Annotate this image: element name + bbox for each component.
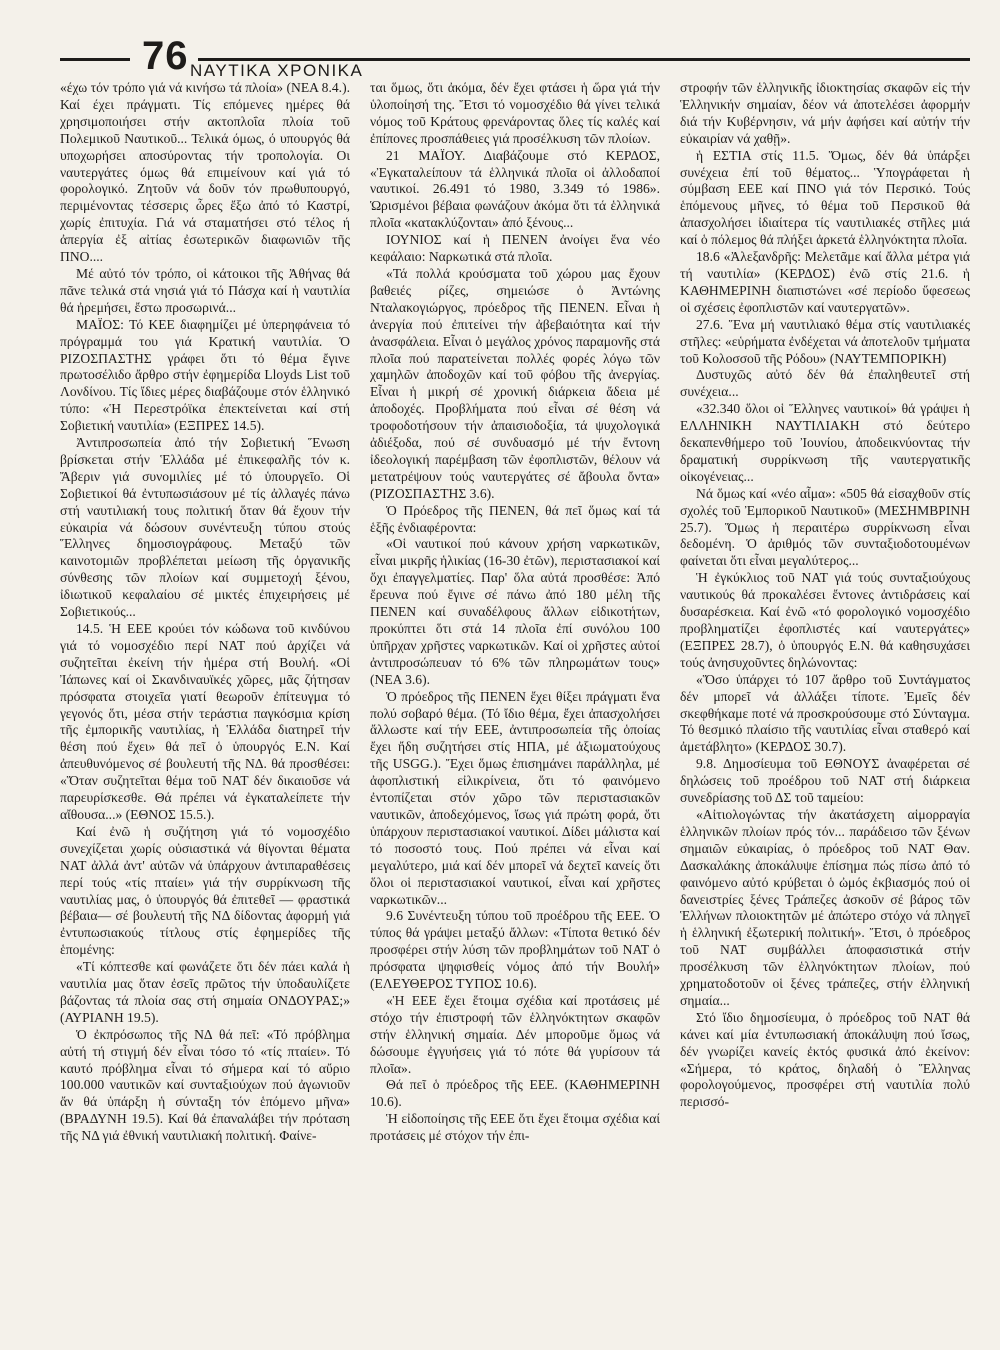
paragraph: 14.5. Ἡ ΕΕΕ κρούει τόν κώδωνα τοῦ κινδύνου γιά τό νομοσχέδιο περί ΝΑΤ πού ἀρχίζει νά συζητεῖται ἐκείνη τήν ἡμέρα στή Βουλή. «Οἱ Ἰάπωνες καί οἱ Σκανδιναυϊκές χῶρες, μᾶς ζήτησαν πρόσφατα στοιχεῖα γιατί θεωροῦν ἐπίτευγμα τό γεγονός ὅτι, μέσα στήν τεράστια παγκόσμια κρίση τῆς ἐμπορικῆς ναυτιλίας, ἡ Ἑλλάδα διατηρεῖ τήν θέση πού ἔχει» θά πεῖ ὁ ὑπουργός Ε.Ν. Καί ἀπευθυνόμενος σέ βουλευτή τῆς ΝΔ. θά προσθέσει: «Ὅταν συζητεῖται θέμα τοῦ ΝΑΤ δέν δικαιοῦσε νά παρευρίσκεσθε. Θά πρέπει νά ἐγκαταλείπετε τήν αἴθουσα...» (ΕΘΝΟΣ 15.5.). [60,621,350,822]
paragraph: Μέ αὐτό τόν τρόπο, οἱ κάτοικοι τῆς Ἀθήνας θά πᾶνε τελικά στά νησιά γιά τό Πάσχα καί ἡ ναυτιλία θά ἠρεμήσει, ἔστω προσωρινά... [60,265,350,315]
paragraph: Δυστυχῶς αὐτό δέν θά ἐπαληθευτεῖ στή συνέχεια... [680,367,970,400]
paragraph: «32.340 ὅλοι οἱ Ἕλληνες ναυτικοί» θά γράψει ἡ ΕΛΛΗΝΙΚΗ ΝΑΥΤΙΛΙΑΚΗ στό δεύτερο δεκαπενθήμερο τοῦ Ἰουνίου, ἀποδεικνύοντας τήν δραματική συρρίκνωση τῆς ναυτεργατικῆς οἰκογένειας... [680,401,970,484]
text-column-2 [370,80,660,1325]
paragraph: Νά ὅμως καί «νέο αἷμα»: «505 θά εἰσαχθοῦν στίς σχολές τοῦ Ἐμπορικοῦ Ναυτικοῦ» (ΜΕΣΗΜΒΡΙΝΗ 25.7). Ὅμως ἡ περαιτέρω συρρίκνωση εἶναι δεδομένη. Ὁ ἀριθμός τῶν συνταξιοδοτουμένων φαίνεται ὅτι εἶναι μεγαλύτερος... [680,485,970,569]
paragraph: Ὁ πρόεδρος τῆς ΠΕΝΕΝ ἔχει θίξει πράγματι ἕνα πολύ σοβαρό θέμα. (Τό ἴδιο θέμα, ἔχει ἀπασχολήσει ἄλλωστε καί τήν ΕΕΕ, ἀντιπροσωπεία τῆς ὁποίας ἔχει ἤδη συζητήσει στίς ΗΠΑ, μέ ἀξιωματούχους τῆς USGG.). Ἔχει ὅμως ἐπισημάνει παράλληλα, μέ ἀφοπλιστική εἰλικρίνεια, ὅτι τό φαινόμενο ἐντοπίζεται στόν χῶρο τῶν περιστασιακῶν ναυτικῶν, ἀποδεχόμενος, ἴσως γιά πρώτη φορά, ὅτι ὑπάρχουν περιστασιακοί ναυτικοί. Δίδει μάλιστα καί τό ποσοστό τους. Πού πρέπει νά εἶναι καί μεγαλύτερο, μιά καί δέν μπορεῖ νά δεχτεῖ κανείς ὅτι ὅλοι οἱ περιστασιακοί ναυτικοί, εἶναι καί χρῆστες ναρκωτικῶν... [370,688,660,907]
paragraph: 27.6. Ἕνα μή ναυτιλιακό θέμα στίς ναυτιλιακές στῆλες: «εὑρήματα ἐνδέχεται νά ἀποτελοῦν τμήματα τοῦ Κολοσσοῦ τῆς Ρόδου» (ΝΑΥΤΕΜΠΟΡΙΚΗ) [680,316,970,366]
paragraph: 9.8. Δημοσίευμα τοῦ ΕΘΝΟΥΣ ἀναφέρεται σέ δηλώσεις τοῦ προέδρου τοῦ ΝΑΤ στή διάρκεια συνεδρίασης τοῦ ΔΣ τοῦ ταμείου: [680,756,970,806]
page-number: 76 [142,34,189,78]
text-column-1 [60,80,350,1325]
paragraph: Ἀντιπροσωπεία ἀπό τήν Σοβιετική Ἕνωση βρίσκεται στήν Ἑλλάδα μέ ἐπικεφαλῆς τόν κ. Ἄβεριν γιά συνομιλίες μέ τό ὑπουργεῖο. Οἱ Σοβιετικοί θά ἐντυπωσιάσουν μέ τίς ἀλλαγές πάνω στή ναυτιλιακή τους πολιτική ὅταν θά ἔχουν τήν εὐκαιρία νά δώσουν συνέντευξη τύπου στούς Ἕλληνες δημοσιογράφους. Μεταξύ τῶν καινοτομιῶν προβλέπεται μείωση τῆς ὀργανικῆς σύνθεσης τῶν πλοίων καί συμμετοχή ξένου, ἰδιωτικοῦ κεφαλαίου σέ μικτές ἐπιχειρήσεις μέ Σοβιετικούς... [60,435,350,620]
paragraph: «Ἡ ΕΕΕ ἔχει ἕτοιμα σχέδια καί προτάσεις μέ στόχο τήν ἐπιστροφή τῶν ἑλληνόκτητων σκαφῶν στήν ἑλληνική σημαία. Δέν μποροῦμε ὅμως νά δώσουμε ἐγγυήσεις γιά τό πότε θά γυρίσουν τά πλοῖα». [370,992,660,1076]
magazine-title: ΝΑΥΤΙΚΑ ΧΡΟΝΙΚΑ [190,61,364,80]
paragraph: 9.6 Συνέντευξη τύπου τοῦ προέδρου τῆς ΕΕΕ. Ὁ τύπος θά γράψει μεταξύ ἄλλων: «Τίποτα θετικό δέν προσφέρει στήν λύση τῶν προβλημάτων τοῦ ΝΑΤ ὁ πρόσφατα ψηφισθείς νόμος ἀπό τήν Βουλή» (ΕΛΕΥΘΕΡΟΣ ΤΥΠΟΣ 10.6). [370,908,660,992]
paragraph: ΜΑΪΟΣ: Τό ΚΕΕ διαφημίζει μέ ὑπερηφάνεια τό πρόγραμμά του γιά Κρατική ναυτιλία. Ὁ ΡΙΖΟΣΠΑΣΤΗΣ γράφει ὅτι τό θέμα ἔγινε πρωτοσέλιδο ἄρθρο στήν ἐφημερίδα Lloyds List τοῦ Λονδίνου. Τίς ἴδιες μέρες διαβάζουμε στόν ἑλληνικό τύπο: «Ἡ Περεστρόϊκα ἐπεκτείνεται καί στή Σοβιετική ναυτιλία» (ΕΞΠΡΕΣ 14.5). [60,316,350,434]
article-body [60,80,970,1325]
paragraph: Ἡ εἰδοποίησις τῆς ΕΕΕ ὅτι ἔχει ἕτοιμα σχέδια καί προτάσεις μέ στόχον τήν ἐπι- [370,1111,660,1144]
paragraph: Ὁ Πρόεδρος τῆς ΠΕΝΕΝ, θά πεῖ ὅμως καί τά ἑξῆς ἐνδιαφέροντα: [370,502,660,535]
paragraph: 21 ΜΑΪΟΥ. Διαβάζουμε στό ΚΕΡΔΟΣ, «Ἐγκαταλείπουν τά ἑλληνικά πλοῖα οἱ ἀλλοδαποί ναυτικοί. 26.491 τό 1980, 3.349 τό 1986». Ὡρισμένοι βέβαια φωνάζουν ἀκόμα ὅτι τά ἑλληνικά πλοῖα «κατακλύζονται» ἀπό ξένους... [370,147,660,231]
paragraph: Ἡ ἐγκύκλιος τοῦ ΝΑΤ γιά τούς συνταξιούχους ναυτικούς θά προκαλέσει ἔντονες ἀντιδράσεις καί δυσαρέσκεια. Καί ἐνῶ «τό φορολογικό νομοσχέδιο προβληματίζει ἐφοπλιστές καί ναυτεργάτες» (ΕΞΠΡΕΣ 28.7), ὁ ὑπουργός Ε.Ν. θά καθησυχάσει τούς ἀνησυχοῦντες δηλώνοντας: [680,570,970,670]
text-column-3 [680,80,970,1325]
paragraph: «Τί κόπτεσθε καί φωνάζετε ὅτι δέν πάει καλά ἡ ναυτιλία μας ὅταν ἐσεῖς πρῶτος τήν ὑποδαυλίζετε βάζοντας τά πλοία σας στή σημαία ΟΝΔΟΥΡΑΣ;» (ΑΥΡΙΑΝΗ 19.5). [60,959,350,1025]
paragraph: «Οἱ ναυτικοί πού κάνουν χρήση ναρκωτικῶν, εἶναι μικρῆς ἡλικίας (16-30 ἐτῶν), περιστασιακοί καί ὄχι ἐπαγγελματίες. Παρ' ὅλα αὐτά προσθέσε: Ἀπό ἔρευνα πού ἔγινε σέ πάνω ἀπό 180 μέλη τῆς ΠΕΝΕΝ καί συναδέλφους ἄλλων εἰδικοτήτων, προκύπτει ὅτι στά 14 πλοῖα ἐπί συνόλου 100 ὑπῆρχαν χρῆστες ναρκωτικῶν. Καί οἱ χρῆστες αὐτοί ἀντιπροσώπευαν τό 6% τῶν πληρωμάτων τους» (ΝΕΑ 3.6). [370,536,660,687]
paragraph: ται ὅμως, ὅτι ἀκόμα, δέν ἔχει φτάσει ἡ ὥρα γιά τήν ὑλοποίησή της. Ἔτσι τό νομοσχέδιο θά γίνει τελικά νόμος τοῦ Κράτους φρενάροντας ὅλες τίς καλές καί ἐπίπονες προσπάθειες γιά προσέλκυση τῶν πλοίων. [370,80,660,146]
page-header [60,30,970,82]
paragraph: ΙΟΥΝΙΟΣ καί ἡ ΠΕΝΕΝ ἀνοίγει ἕνα νέο κεφάλαιο: Ναρκωτικά στά πλοῖα. [370,232,660,265]
paragraph: «Τά πολλά κρούσματα τοῦ χώρου μας ἔχουν βαθειές ρίζες, σημειώσε ὁ Ἀντώνης Νταλακογιώργος, πρόεδρος τῆς ΠΕΝΕΝ. Εἶναι ἡ ἀνεργία πού ἐπιτείνει τήν ἀβεβαιότητα καί τήν ἀνασφάλεια. Εἶναι ὁ μεγάλος χρόνος παραμονῆς στά πλοῖα πού παρατείνεται πολλές φορές λόγω τῶν χαμηλῶν ἀποδοχῶν καί τοῦ φόβου τῆς ἀνεργίας. Εἶναι ἡ μικρή σέ χρονική διάρκεια ἄδεια μέ ἀποδοχές. Προβλήματα πού εἶναι σέ θέση νά τροφοδοτήσουν τήν ἀπαισιοδοξία, τά ψυχολογικά ἀδιέξοδα, πού σέ συνδυασμό μέ τήν ἔντονη ἰδεολογική παρέμβαση τῶν ἐφοπλιστῶν, θέλουν νά μετατρέψουν τούς ναυτεργάτες σέ ἄβουλα ὄντα» (ΡΙΖΟΣΠΑΣΤΗΣ 3.6). [370,265,660,501]
paragraph: Στό ἴδιο δημοσίευμα, ὁ πρόεδρος τοῦ ΝΑΤ θά κάνει καί μία ἐντυπωσιακή ἀποκάλυψη πού ἴσως, δέν γνωρίζει κανείς ἐκτός φυσικά ἀπό ἐκείνον: «Σήμερα, τό κράτος, δηλαδή ὁ Ἕλληνας φορολογούμενος, προσφέρει στή ναυτιλία πολύ περισσό- [680,1009,970,1110]
paragraph: ἡ ΕΣΤΙΑ στίς 11.5. Ὅμως, δέν θά ὑπάρξει συνέχεια ἐπί τοῦ θέματος... Ὑπογράφεται ἡ σύμβαση ΕΕΕ καί ΠΝΟ γιά τόν Περσικό. Τούς ἑπόμενους μῆνες, τό θέμα τοῦ Περσικοῦ θά ἀπασχολήσει ἰδιαίτερα τίς ναυτιλιακές στῆλες μιά καί ὁ πόλεμος θά πλήξει ἀρκετά ἑλληνόκτητα πλοῖα. [680,147,970,248]
paragraph: στροφήν τῶν ἑλληνικῆς ἰδιοκτησίας σκαφῶν εἰς τήν Ἑλληνικήν σημαίαν, δέον νά ἀποτελέσει ἀφορμήν διά τήν Κυβέρνησιν, νά μήν ἀφήσει καί αὐτήν τήν εὐκαιρίαν νά χαθῇ». [680,80,970,146]
header-rule-left [60,58,130,61]
paragraph: «Αἰτιολογώντας τήν ἀκατάσχετη αἱμορραγία ἑλληνικῶν πλοίων πρός τόν... παράδεισο τῶν ξένων σημαιῶν εὐκαιρίας, ὁ πρόεδρος τοῦ ΝΑΤ Θαν. Δασκαλάκης ἀποκάλυψε ἐπίσημα πώς πίσω ἀπό τό φαινόμενο αὐτό κρύβεται ὁ ὠμός ἐκβιασμός πού οἱ δανειστρίες ξένες Τράπεζες ἀσκοῦν σέ βάρος τῶν Ἑλλήνων πλοιοκτητῶν μέ ἀπώτερο στόχο νά πληγεῖ ἡ ἑλληνική ἐξωτερική πολιτική». Ἔτσι, ὁ πρόεδρος τοῦ ΝΑΤ συμβάλλει ἀποφασιστικά στήν προσέλκυση τῶν ἑλληνόκτητων πλοίων, πού χρηματοδοτοῦν οἱ ξένες τράπεζες, στήν ἑλληνική σημαία... [680,806,970,1008]
paragraph: Ὁ ἐκπρόσωπος τῆς ΝΔ θά πεῖ: «Τό πρόβλημα αὐτή τή στιγμή δέν εἶναι τόσο τό «τίς πταίει». Τό καυτό πρόβλημα εἶναι τό σήμερα καί τό αὔριο 100.000 ναυτικῶν καί συνταξιούχων πού ἀγωνιοῦν ἄν θά ὑπάρξη ἡ σύνταξη τόν ἑπόμενο μῆνα» (ΒΡΑΔΥΝΗ 19.5). Καί θά ἐπαναλάβει τήν πρόταση τῆς ΝΔ γιά ἐθνική ναυτιλιακή πολιτική. Φαίνε- [60,1026,350,1144]
paragraph: 18.6 «Ἀλεξανδρῆς: Μελετᾶμε καί ἄλλα μέτρα γιά τή ναυτιλία» (ΚΕΡΔΟΣ) ἐνῶ στίς 21.6. ἡ ΚΑΘΗΜΕΡΙΝΗ διαπιστώνει «σέ περίοδο ὕφεσεως οἱ σχέσεις ἐφοπλιστῶν καί ναυτεργατῶν». [680,249,970,315]
paragraph: Θά πεῖ ὁ πρόεδρος τῆς ΕΕΕ. (ΚΑΘΗΜΕΡΙΝΗ 10.6). [370,1077,660,1110]
paragraph: Καί ἐνῶ ἡ συζήτηση γιά τό νομοσχέδιο συνεχίζεται χωρίς οὐσιαστικά νά θίγονται θέματα ΝΑΤ ἀλλά ἀντ' αὐτῶν νά ὑπάρχουν ἀντιπαραθέσεις περί τούς «τίς πταίει» γιά τήν συρρίκνωση τῆς ναυτιλίας μας, ὁ ὑπουργός θά ἐπιτεθεῖ — φραστικά βέβαια— σέ βουλευτή τῆς ΝΔ δίδοντας ἀφορμή γιά ἐντυπωσιακούς τίτλους στίς ἐφημερίδες τῆς ἑπομένης: [60,823,350,958]
paragraph: «έχω τόν τρόπο γιά νά κινήσω τά πλοία» (ΝΕΑ 8.4.). Καί έχει πράγματι. Τίς επόμενες ημέρες θά χρησιμοποιήσει στήν ακτοπλοΐα πλοία τοῦ Πολεμικοῦ Ναυτικοῦ... Τελικά όμως, ό υπουργός θά υποχωρήσει αποσύροντας τήν τροπολογία. Οι ναυτεργάτες όμως θά επιμείνουν καί γιά τό φορολογικό. Ζητοῦν νά δοῦν τόν πρωθυπουργό, περιμένοντας τέσσερις ὧρες ἔξω ἀπό τό Καστρί, χωρίς ἐπιτυχία. Γιά νά σταματήσει στό τέλος ή ἀπεργία ἐξ αἰτίας ἐσωτερικῶν διαφωνιῶν τῆς ΠΝΟ.... [60,80,350,265]
paragraph: «Ὅσο ὑπάρχει τό 107 ἄρθρο τοῦ Συντάγματος δέν μπορεῖ νά ἀλλάξει τίποτε. Ἐμεῖς δέν σκεφθήκαμε ποτέ νά προσκρούσουμε στό Σύνταγμα. Τό θεσμικό πλαίσιο τῆς ναυτιλίας εἶναι σταθερό καί ἀμετάβλητο» (ΚΕΡΔΟΣ 30.7). [680,671,970,755]
